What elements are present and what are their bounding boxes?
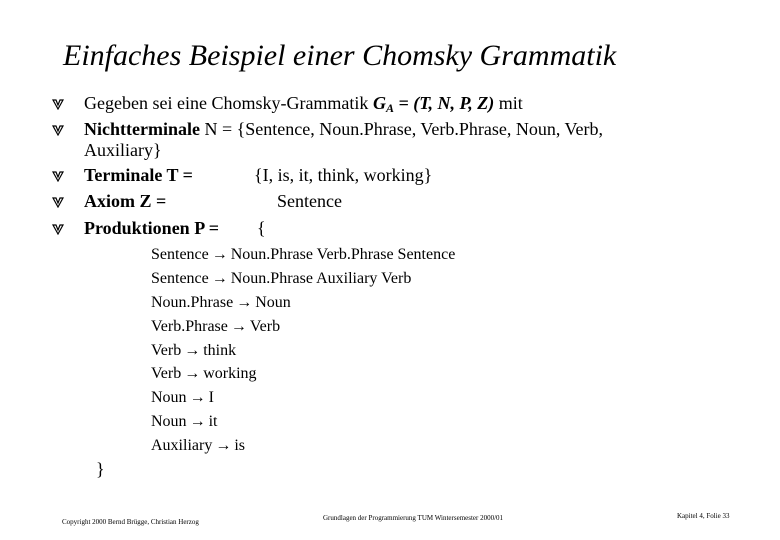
checkmark-bullet-icon [52, 216, 66, 240]
checkmark-bullet-icon [52, 189, 66, 213]
arrow-icon: → [184, 365, 201, 382]
axiom-value: Sentence [277, 191, 342, 211]
checkmark-bullet-icon [52, 91, 66, 115]
checkmark-bullet-icon [52, 117, 66, 141]
production-rule: Verb.Phrase → Verb [151, 318, 281, 335]
arrow-icon: → [211, 270, 228, 287]
production-rule: Verb → think [151, 342, 237, 359]
grammar-intro: Gegeben sei eine Chomsky-Grammatik [84, 93, 373, 113]
production-rule: Noun → I [151, 389, 214, 406]
arrow-icon: → [184, 342, 201, 359]
production-rule: Noun → it [151, 413, 218, 430]
productions-close-brace: } [96, 459, 105, 479]
arrow-icon: → [211, 246, 228, 263]
nonterminals-label: Nichtterminale [84, 119, 200, 139]
arrow-icon: → [236, 294, 253, 311]
slide-title: Einfaches Beispiel einer Chomsky Grammatik [63, 39, 617, 72]
grammar-post: mit [494, 93, 523, 113]
checkmark-bullet-icon [52, 163, 66, 187]
footer-copyright: Copyright 2000 Bernd Brügge, Christian Herzog [62, 518, 199, 526]
footer-slide-number: Kapitel 4, Folie 33 [677, 512, 730, 520]
terminals-label: Terminale T = [84, 165, 193, 185]
grammar-tuple: = (T, N, P, Z) [393, 93, 495, 113]
axiom-label: Axiom Z = [84, 191, 167, 211]
arrow-icon: → [230, 318, 247, 335]
nonterminals-continuation: Auxiliary} [84, 140, 162, 160]
productions-open-brace: { [257, 218, 266, 238]
nonterminals-text: N = {Sentence, Noun.Phrase, Verb.Phrase, Noun, Verb, [199, 119, 604, 139]
production-rule: Auxiliary → is [151, 437, 245, 454]
bullet-text [84, 117, 603, 141]
productions-label: Produktionen P = [84, 218, 219, 238]
production-rule: Sentence → Noun.Phrase Auxiliary Verb [151, 270, 412, 287]
production-rule: Verb → working [151, 365, 257, 382]
grammar-symbol: $G_A$ [372, 93, 394, 115]
bullet-text [84, 91, 523, 115]
arrow-icon: → [215, 437, 232, 454]
production-rule: Sentence → Noun.Phrase Verb.Phrase Sentence [151, 246, 456, 263]
arrow-icon: → [189, 413, 206, 430]
footer-course: Grundlagen der Programmierung TUM Wintersemester 2000/01 [323, 514, 504, 522]
arrow-icon: → [189, 389, 206, 406]
terminals-value: {I, is, it, think, working} [254, 165, 433, 185]
production-rule: Noun.Phrase → Noun [151, 294, 291, 311]
